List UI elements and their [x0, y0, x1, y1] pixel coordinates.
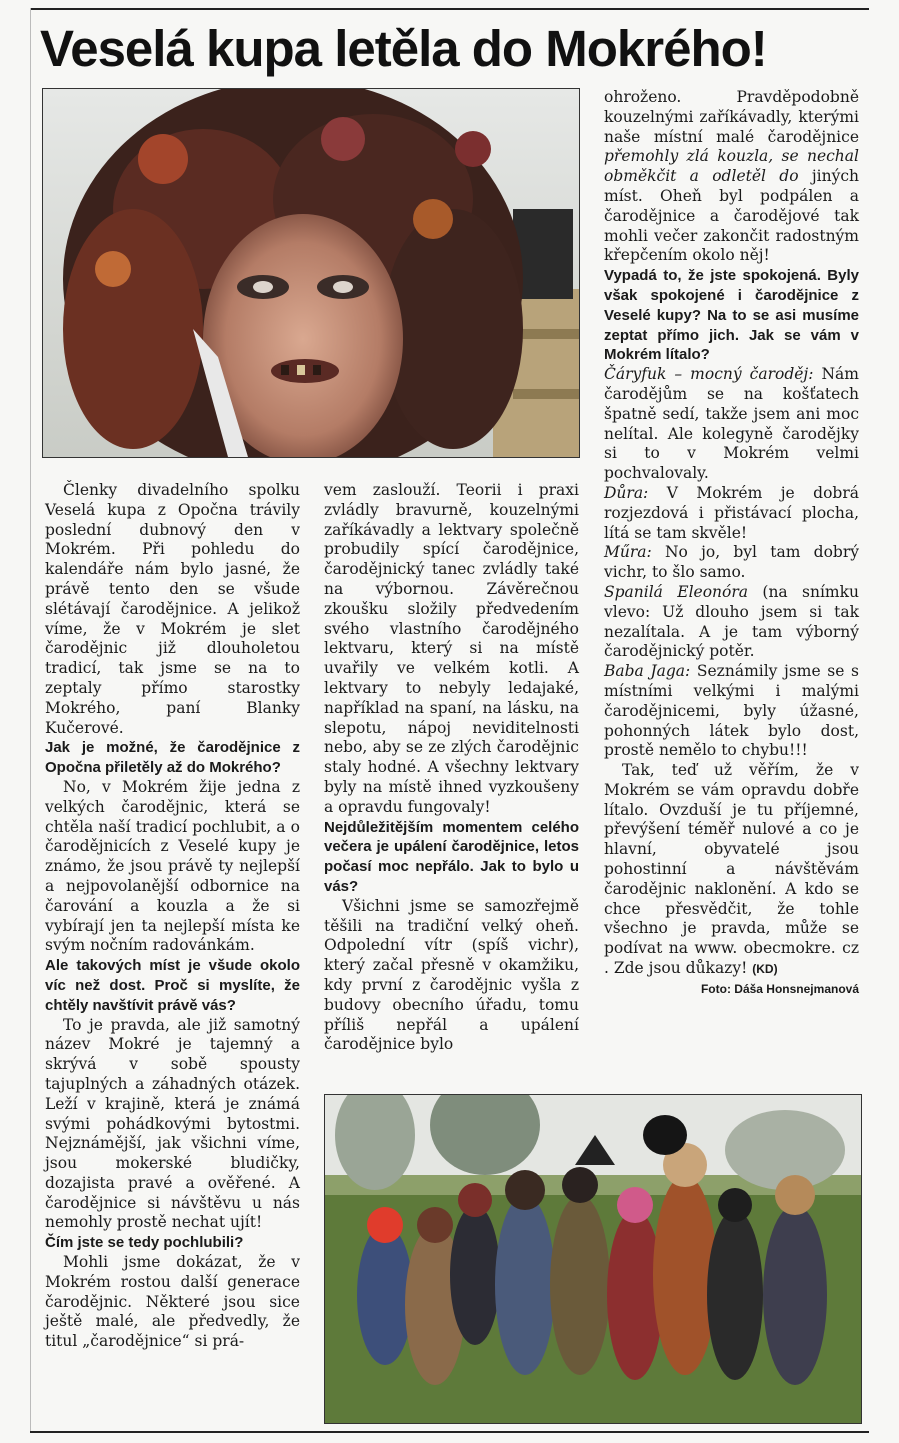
speaker-1-text: Nám čarodějům se na košťatech špatně sedí, takže jsem ani moc nelítal. Ale kolegyně čarodějky si to v Mokrém velmi pochvalovaly. [604, 365, 859, 483]
speaker-4 [604, 583, 859, 662]
bottom-rule [30, 1431, 869, 1433]
author-signoff: (KD) [752, 962, 778, 977]
speaker-3-text: No jo, byl tam dobrý vichr, to šlo samo. [604, 543, 859, 582]
speaker-5-text: Seznámily jsme se s místními velkými i malými čarodějnicemi, byly úžasné, pohonných látek bylo dost, prostě nemělo to chybu!!! [604, 662, 859, 760]
col2-paragraph: vem zaslouží. Teorii i praxi zvládly bravurně, kouzelnými zaříkávadly a lektvary společně probudily spící čarodějnice, čarodějnický tanec zvládly také na výbornou. Závěrečnou zkoušku složily předvedením svého vlastního čarodějného lektvaru, který si na místě uvařily ve velkém kotli. A lektvary to nebyly ledajaké, například na spaní, na lásku, na slepotu, nápoj neviditelnosti nebo, aby se ze zlých čarodějnic staly hodné. A všechny lektvary byly na místě ihned vyzkoušeny a opravdu fungovaly! [324, 481, 579, 816]
col3-text-c: jiných míst. Oheň byl podpálen a čarodějnice a čarodějové tak mohli večer zakončit radostným křepčením okolo něj! [604, 167, 859, 265]
speaker-4-text: (na snímku vlevo: Už dlouho jsem si tak nezalítala. A je tam výborný čarodějnický potěr. [604, 582, 859, 661]
question-1: Jak je možné, že čarodějnice z Opočna přiletěly až do Mokrého? [45, 739, 300, 777]
speaker-5-name: Baba Jaga: [604, 662, 691, 681]
speaker-1-name: Čáryfuk – mocný čaroděj: [604, 365, 814, 384]
speaker-2 [604, 484, 859, 543]
col3-text-b: přemohly zlá kouzla, se nechal obměkčit a odletěl do [604, 147, 859, 186]
answer-4: Všichni jsme se samozřejmě těšili na tradiční velký oheň. Odpolední vítr (spíš vichr), který začal přesně v okamžiku, kdy první z čarodějnic vyšla z budovy obecního úřadu, tomu příliš nepřál a upálení čarodějnice bylo [324, 896, 579, 1054]
speaker-2-text: V Mokrém je dobrá rozjezdová i přistávací plocha, lítá se tam skvěle! [604, 483, 859, 542]
speaker-1 [604, 365, 859, 484]
speaker-3-name: Műra: [604, 543, 652, 562]
column-2 [324, 481, 579, 1055]
speaker-3 [604, 543, 859, 583]
closing-paragraph [604, 761, 859, 980]
left-edge [30, 8, 31, 1433]
col3-text-a: ohroženo. Pravděpodobně kouzelnými zaříkávadly, kterými naše místní malé čarodějnice [604, 88, 859, 146]
witch-portrait-photo [42, 88, 580, 458]
answer-3: Mohli jsme dokázat, že v Mokrém rostou další generace čarodějnic. Některé jsou sice ještě malé, ale předvedly, že titul „čarodějnice“ si prá- [45, 1253, 300, 1351]
question-3: Čím jste se tedy pochlubili? [45, 1234, 244, 1252]
photo-credit: Foto: Dáša Honsnejmanová [700, 981, 859, 996]
speaker-2-name: Důra: [604, 483, 649, 502]
intro-paragraph: Členky divadelního spolku Veselá kupa z Opočna trávily poslední dubnový den v Mokrém. Při pohledu do kalendáře nám bylo jasné, že právě tento den se všude slétávají čarodějnice. A jelikož víme, že v Mokrém je slet čarodějnic již dlouholetou tradicí, tak jsme se na to zeptaly přímo starostky Mokrého, paní Blanky Kučerové. [45, 481, 300, 737]
speaker-5 [604, 662, 859, 761]
answer-1: No, v Mokrém žije jedna z velkých čarodějnic, která se chtěla naší tradicí pochlubit, a o čarodějnicích z Veselé kupy je známo, že jsou právě ty nejlepší a nejpovolanější odbornice na čarování a kouzla a že si vybírají jen ta nejlepší místa ke svým nočním radovánkám. [45, 777, 300, 955]
column-3 [604, 88, 859, 1000]
closing-text: Tak, teď už věřím, že v Mokrém se vám opravdu dobře lítalo. Ovzduší je tu příjemné, převýšení téměř nulové a co je hlavní, obyvatelé jsou pohostinní a návštěvám čarodějnic naklonění. A kdo se chce přesvědčit, že tohle všechno je pravda, může se podívat na www. obecmokre. cz . Zde jsou důkazy! [604, 761, 859, 978]
answer-2: To je pravda, ale již samotný název Mokré je tajemný a skrývá v sobě spousty tajuplných a záhadných otázek. Leží v krajině, která je známá svými pohádkovými bytostmi. Nejznámější, jak všichni víme, jsou mokerské bludičky, dozajista pravé a ověřené. A čarodějnice si návštěvu u nás nemohly prostě nechat ujít! [45, 1015, 300, 1232]
col3-paragraph [604, 88, 859, 266]
question-2: Ale takových míst je všude okolo víc než dost. Proč si myslíte, že chtěly navštívit právě vás? [45, 957, 300, 1014]
group-witches-photo [324, 1094, 862, 1424]
top-rule [30, 8, 869, 10]
column-1 [45, 481, 300, 1352]
speaker-4-name: Spanilá Eleonóra [604, 582, 749, 601]
question-5: Vypadá to, že jste spokojená. Byly však spokojené i čarodějnice z Veselé kupy? Na to se asi musíme zeptat přímo jich. Jak se vám v Mokrém lítalo? [604, 267, 859, 364]
article-headline: Veselá kupa letěla do Mokrého! [40, 20, 767, 77]
question-4: Nejdůležitějším momentem celého večera je upálení čarodějnice, letos počasí moc nepřálo. Jak to bylo u vás? [324, 818, 579, 895]
